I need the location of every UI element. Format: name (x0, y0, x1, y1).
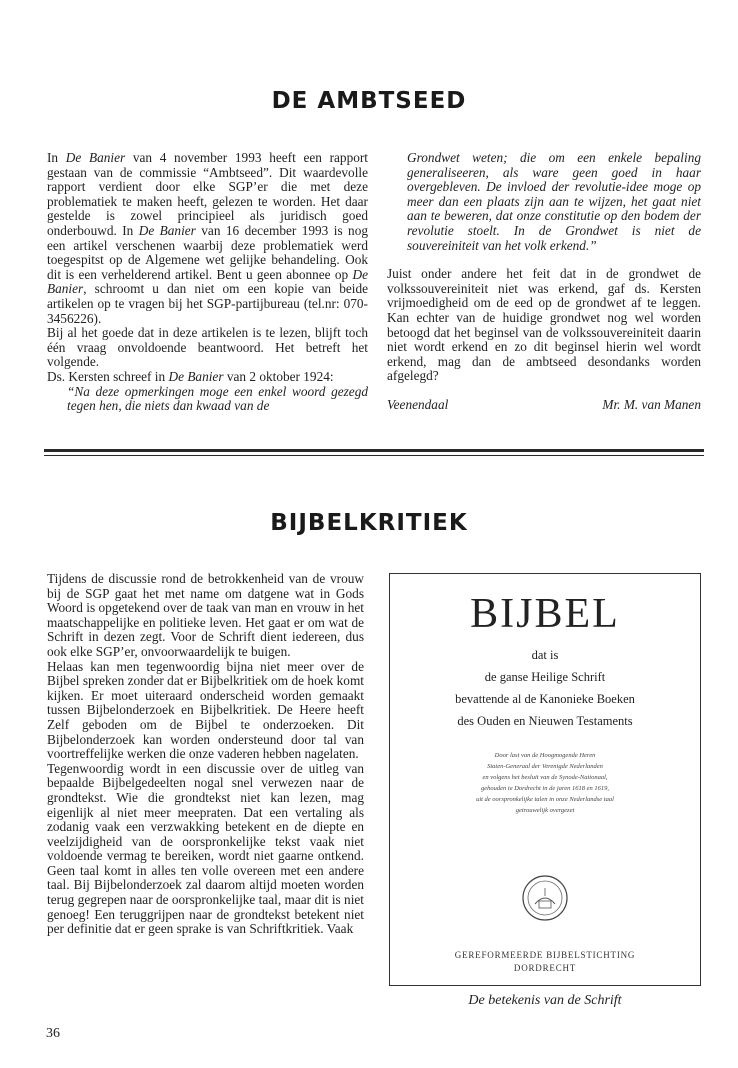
bible-title-page (389, 573, 701, 986)
author: Mr. M. van Manen (602, 396, 701, 412)
bible-line: dat is (531, 648, 559, 662)
place: Veenendaal (387, 396, 449, 412)
small-line: en volgens het besluit van de Synode-Nationaal, (482, 774, 608, 781)
paragraph: Tijdens de discussie rond de betrokkenheid van de vrouw bij de SGP gaat het met name om datgene wat in Gods Woord is opgetekend over de taak van man en vrouw in het maatschappelijke en politieke leven. Het gaat er om wat de Schrift in dezen zegt. Voor de Schrift dient iedereen, dus ook elke SGP’er, onvoorwaardelijk te buigen. (47, 571, 364, 659)
bible-small-print (390, 750, 700, 816)
article1-left-column (47, 151, 368, 414)
quote (47, 385, 368, 414)
bible-line: bevattende al de Kanonieke Boeken (455, 692, 635, 706)
paragraph: Helaas kan men tegenwoordig bijna niet meer over de Bijbel spreken zonder dat er Bijbelkritiek om de hoek komt kijken. Er moet uiteraard onderscheid worden gemaakt tussen Bijbelonderzoek en Bijbelkritiek. De Heere heeft Zelf geboden om de Bijbel te onderzoeken. Dit Bijbelonderzoek kan worden ondersteund door tal van voortreffelijke werken die onze vaderen hebben nagelaten. (47, 658, 364, 762)
text: , schroomt u dan niet om een kopie van beide artikelen op te vragen bij het SGP-partijbureau (tel.nr: 070-3456226). (47, 281, 368, 326)
small-line: Door last van de Hoogmogende Heren (494, 752, 596, 759)
article1-title: DE AMBTSEED (271, 88, 467, 114)
text: van 2 oktober 1924: (223, 368, 334, 384)
quote-text: “Na deze opmerkingen moge een enkel woord gezegd tegen hen, die niets dan kwaad van de (67, 383, 368, 414)
bible-subtitle (390, 644, 700, 732)
paragraph (47, 370, 368, 385)
small-line: uit de oorspronkelijke talen in onze Nederlandse taal (476, 796, 614, 803)
bible-line: des Ouden en Nieuwen Testaments (457, 714, 633, 728)
article2-column (47, 572, 364, 937)
paragraph: Tegenwoordig wordt in een discussie over de uitleg van bepaalde Bijbelgedeelten nogal snel verwezen naar de grondtekst. Wie die grondtekst niet kan lezen, mag eigenlijk al niet meer meepraten. Dat een vertaling als zodanig vaak een verzwakking betekent en de diepte en veelzijdigheid van de oorspronkelijke tekst vaak niet voldoende vermag te bereiken, wordt niet gaarne ontkend. Geen taal komt in alles ten volle overeen met een andere taal. Bij Bijbelonderzoek zal daarom altijd moeten worden terug gegrepen naar de oorspronkelijke taal, maar dit is niet genoeg! Een teruggrijpen naar de grondtekst betekent niet per definitie dat er geen sprake is van Schriftkritiek. Vaak (47, 760, 364, 937)
small-line: gehouden te Dordrecht in de jaren 1618 en 1619, (481, 785, 609, 792)
publisher-city: DORDRECHT (513, 963, 577, 973)
bible-title: BIJBEL (470, 591, 620, 637)
paragraph (47, 151, 368, 326)
quote-text: Grondwet weten; die om een enkele bepaling generaliseeren, als ware geen goed in haar overgebleven. De invloed der revolutie-idee moge op meer dan een plaats zijn aan te wijzen, het gaat niet aan te beweren, dat onze constitutie op den bodem der revolutie stoelt. In de Grondwet is niet de souvereiniteit van het volk erkend.” (407, 150, 701, 253)
text: van 16 december 1993 is nog een artikel verschenen waarbij deze problematiek werd toegespitst op de Algemene wet gelijke behandeling. Ook dit is een verhelderend artikel. Bent u geen abonnee op (47, 222, 368, 282)
small-line: getrouwelijk overgezet (515, 807, 575, 814)
quote (387, 151, 701, 253)
page-number: 36 (46, 1026, 60, 1041)
publisher-name: GEREFORMEERDE BIJBELSTICHTING (454, 950, 636, 960)
publication-name: De Banier (138, 222, 196, 238)
article2-title: BIJBELKRITIEK (270, 510, 468, 536)
publisher-block (390, 949, 700, 975)
text: In (47, 150, 66, 165)
text: Ds. Kersten schreef in (47, 368, 169, 384)
publication-name: De Banier (65, 150, 126, 165)
bible-line: de ganse Heilige Schrift (484, 670, 606, 684)
seal-emblem-icon (521, 874, 569, 922)
separator-rule (44, 449, 704, 452)
image-caption: De betekenis van de Schrift (468, 993, 622, 1008)
text: van 4 november 1993 heeft een rapport gestaan van de commissie “Ambtseed”. Dit waardevolle rapport verdient door elke SGP’er die met deze problematiek te maken heeft, gelezen te worden. Het daar gestelde is zowel principieel als juridisch goed onderbouwd. In (47, 150, 368, 238)
signature-line (387, 398, 701, 413)
article1-right-column (387, 151, 701, 413)
publication-name: De Banier (47, 266, 368, 297)
separator-rule-thin (44, 455, 704, 456)
publication-name: De Banier (168, 368, 224, 384)
paragraph: Juist onder andere het feit dat in de grondwet de volkssouvereiniteit niet was erkend, gaf ds. Kersten vrijmoedigheid om de eed op de grondwet af te leggen. Kan echter van de huidige grondwet nog wel worden betoogd dat het beginsel van de volkssouvereiniteit daarin niet wordt erkend en zo dit beginsel hierin wel wordt erkend, mag dan de ambtseed desondanks worden afgelegd? (387, 266, 701, 384)
paragraph: Bij al het goede dat in deze artikelen is te lezen, blijft toch één vraag onvoldoende beantwoord. Het betreft het volgende. (47, 325, 368, 370)
small-line: Staten-Generaal der Verenigde Nederlanden (487, 763, 603, 770)
